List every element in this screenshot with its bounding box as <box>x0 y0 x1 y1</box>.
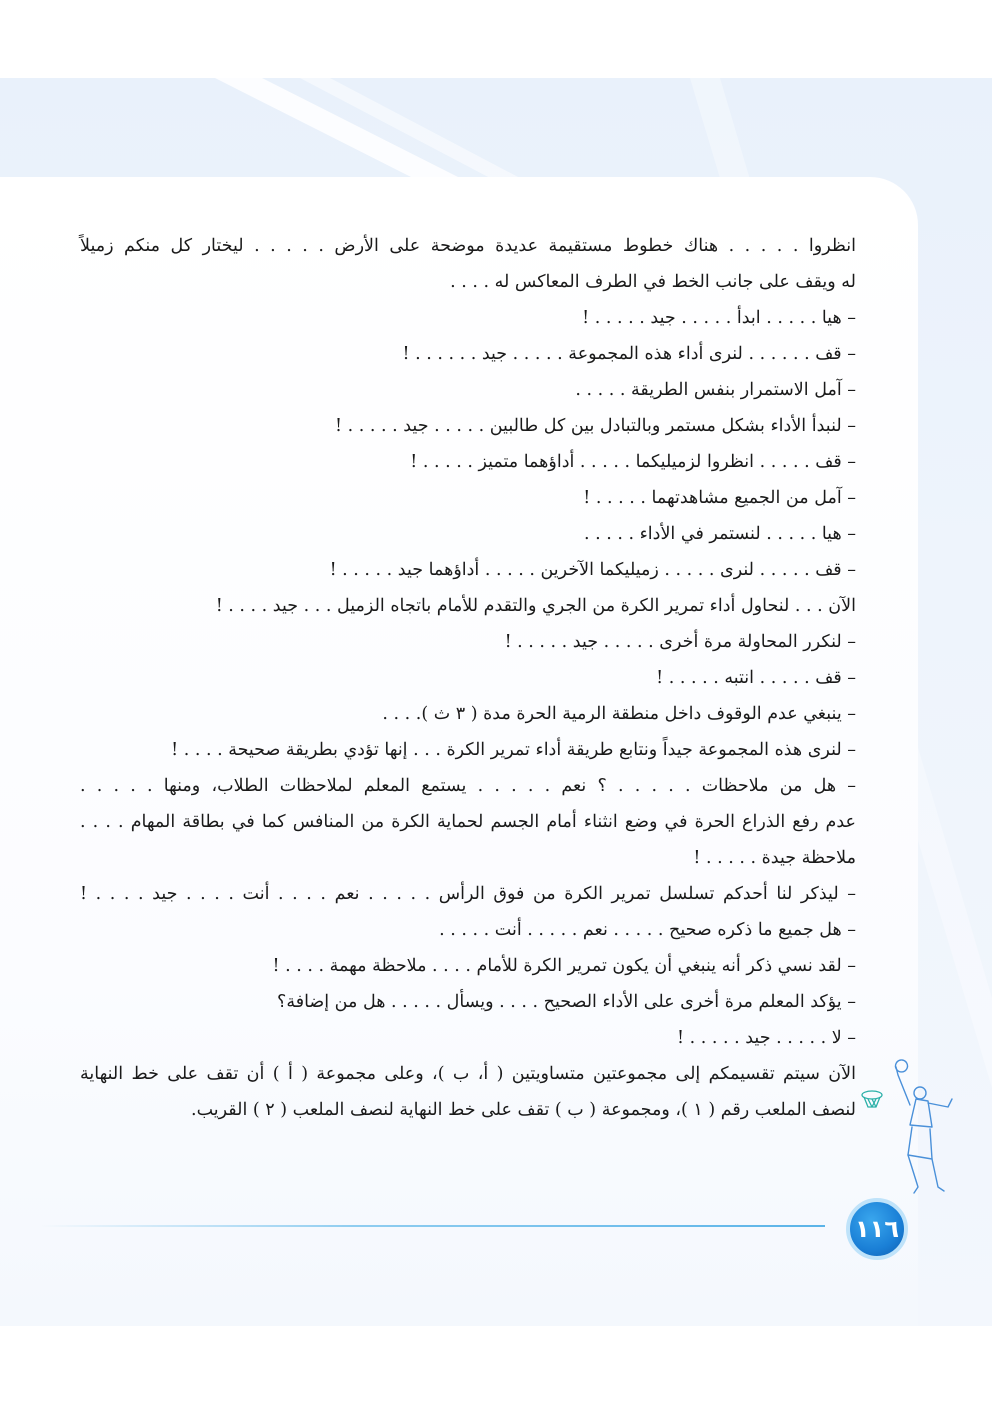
text-line-15: – لنرى هذه المجموعة جيداً ونتابع طريقة أداء تمرير الكرة . . . إنها تؤدي بطريقة صحيحة . . . . ! <box>171 740 856 760</box>
text-line-2: له ويقف على جانب الخط في الطرف المعاكس له . . . . <box>450 272 856 292</box>
text-line-7: – قف . . . . . انظروا لزميليكما . . . . . أداؤهما متميز . . . . . ! <box>410 452 856 472</box>
text-line-6: – لنبدأ الأداء بشكل مستمر وبالتبادل بين كل طالبين . . . . . جيد . . . . . ! <box>335 416 856 436</box>
text-line-5: – آمل الاستمرار بنفس الطريقة . . . . . <box>575 380 856 400</box>
text-line-18: ملاحظة جيدة . . . . . ! <box>693 848 856 868</box>
text-line-21: – لقد نسي ذكر أنه ينبغي أن يكون تمرير الكرة للأمام . . . . ملاحظة مهمة . . . . ! <box>272 956 856 976</box>
text-line-23: – لا . . . . . جيد . . . . . ! <box>677 1028 856 1048</box>
text-line-1: انظروا . . . . . هناك خطوط مستقيمة عديدة موضحة على الأرض . . . . . ليختار كل منكم زميلاً <box>80 236 856 256</box>
text-line-10: – قف . . . . . لنرى . . . . . زميليكما الآخرين . . . . . أداؤهما جيد . . . . . ! <box>329 560 856 580</box>
text-line-9: – هيا . . . . . لنستمر في الأداء . . . . . <box>583 524 856 544</box>
text-line-4: – قف . . . . . . لنرى أداء هذه المجموعة . . . . . جيد . . . . . . ! <box>402 344 856 364</box>
text-line-19: – ليذكر لنا أحدكم تسلسل تمرير الكرة من فوق الرأس . . . . . نعم . . . . أنت . . . . جيد . . . . ! <box>80 884 856 904</box>
page-text <box>80 228 856 1128</box>
text-line-24: الآن سيتم تقسيمكم إلى مجموعتين متساويتين ( أ، ب )، وعلى مجموعة ( أ ) أن تقف على خط النهاية <box>80 1064 856 1084</box>
text-line-11: الآن . . . لنحاول أداء تمرير الكرة من الجري والتقدم للأمام باتجاه الزميل . . . جيد . . . . ! <box>215 596 856 616</box>
text-line-22: – يؤكد المعلم مرة أخرى على الأداء الصحيح . . . . ويسأل . . . . . هل من إضافة؟ <box>277 992 856 1012</box>
text-line-13: – قف . . . . . انتبه . . . . . ! <box>656 668 856 688</box>
text-line-16: – هل من ملاحظات . . . . . ؟ نعم . . . . . يستمع المعلم لملاحظات الطلاب، ومنها . . . . . <box>80 776 856 796</box>
text-line-3: – هيا . . . . . ابدأ . . . . . جيد . . . . . ! <box>582 308 856 328</box>
text-line-20: – هل جميع ما ذكره صحيح . . . . . نعم . . . . . أنت . . . . . <box>439 920 856 940</box>
text-line-8: – آمل من الجميع مشاهدتهما . . . . . ! <box>583 488 856 508</box>
basketball-player-icon <box>858 1055 958 1200</box>
text-line-17: عدم رفع الذراع الحرة في وضع انثناء أمام الجسم لحماية الكرة من المنافس كما في بطاقة المهام . . . . <box>80 812 856 832</box>
text-line-12: – لنكرر المحاولة مرة أخرى . . . . . جيد . . . . . ! <box>504 632 856 652</box>
page-number-badge: ١١٦ <box>846 1198 908 1260</box>
text-line-14: – ينبغي عدم الوقوف داخل منطقة الرمية الحرة مدة ( ٣ ث ). . . . <box>382 704 856 724</box>
text-line-25: لنصف الملعب رقم ( ١ )، ومجموعة ( ب ) تقف على خط النهاية لنصف الملعب ( ٢ ) القريب. <box>191 1100 856 1120</box>
footer-rule <box>40 1225 825 1227</box>
